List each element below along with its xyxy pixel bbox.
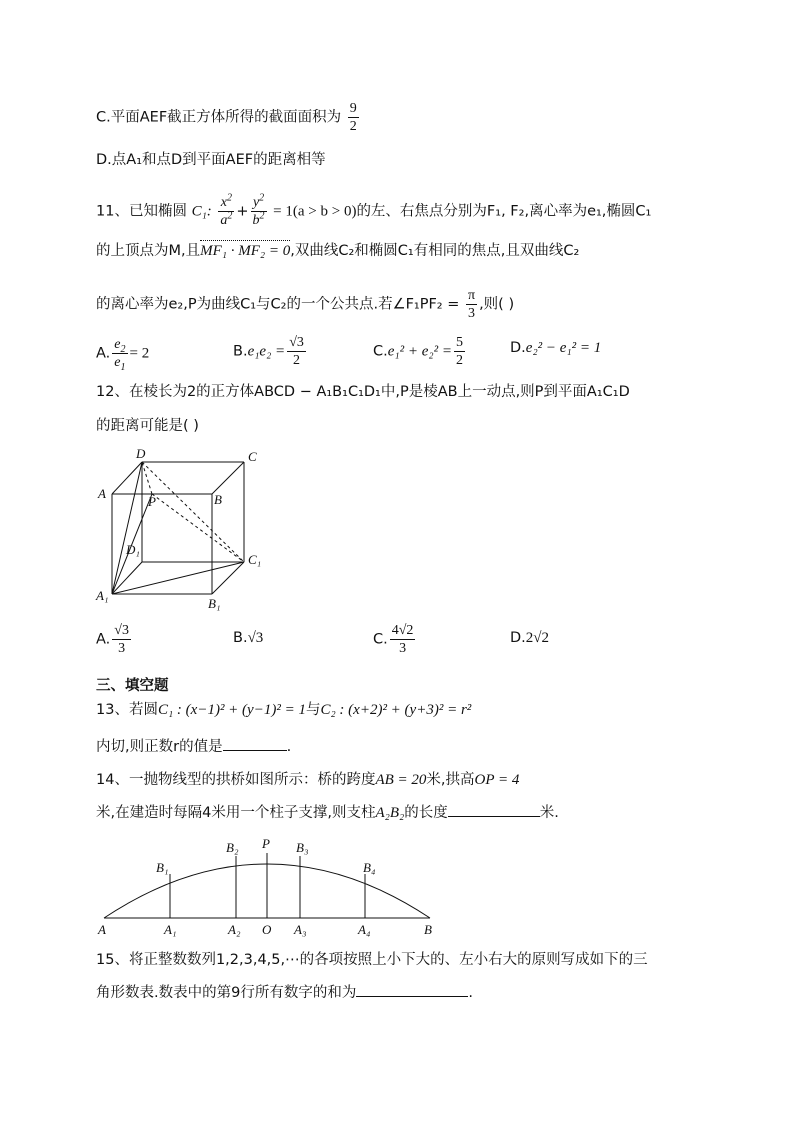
bridge-label-a4: A₄	[358, 922, 371, 937]
section-title: 三、填空题	[96, 678, 169, 694]
q11-option-b: B.e₁e₂ = $\frac{√3}{2}$	[233, 335, 304, 368]
bridge-label-b1: B₁	[156, 860, 169, 875]
q11-line-3: 的离心率为e₂,P为曲线C₁与C₂的一个公共点.若∠F₁PF₂ = $\frac{\pi}{3}$ ,则( )	[96, 288, 515, 321]
cube-label-a: A	[98, 486, 106, 501]
cube-label-c1: C₁	[248, 552, 262, 567]
answer-blank[interactable]	[448, 802, 540, 817]
q12-line-1: 12、在棱长为2的正方体ABCD − A₁B₁C₁D₁中,P是棱AB上一动点,则P到平面A₁C₁D	[96, 384, 630, 400]
cube-figure	[92, 444, 272, 614]
q12-line-2: 的距离可能是( )	[96, 418, 199, 434]
q12-option-d: D.2√2	[510, 630, 550, 646]
bridge-label-p: P	[262, 836, 270, 851]
q10-option-c: C.平面AEF截正方体所得的截面面积为 $\frac{9}{2}$	[96, 101, 357, 134]
q11-option-a: A. $\frac{e_2}{e_1}$ = 2	[96, 337, 150, 373]
cube-label-a1: A₁	[96, 588, 109, 603]
q12-option-b: B.√3	[233, 630, 264, 646]
cube-label-b: B	[214, 492, 222, 507]
bridge-label-a: A	[98, 922, 106, 937]
bridge-label-a3: A₃	[294, 922, 307, 937]
cube-label-c: C	[248, 449, 257, 464]
q13-line-1: 13、若圆C₁ : (x−1)² + (y−1)² = 1与C₂ : (x+2)² + (y+3)² = r²	[96, 702, 472, 718]
bridge-label-a1: A₁	[164, 922, 177, 937]
bridge-label-b: B	[424, 922, 432, 937]
answer-blank[interactable]	[356, 982, 468, 997]
q15-line-1: 15、将正整数数列1,2,3,4,5,⋯的各项按照上小下大的、左小右大的原则写成如下的三	[96, 952, 648, 968]
answer-blank[interactable]	[223, 736, 287, 751]
q12-option-c: C. $\frac{4√2}{3}$	[373, 623, 414, 656]
bridge-label-b3: B₃	[296, 840, 309, 855]
cube-label-d: D	[136, 446, 146, 461]
q11-line-2: 的上顶点为M,且MF₁ · MF₂ = 0,双曲线C₂和椭圆C₁有相同的焦点,且双曲线C₂	[96, 243, 580, 259]
q10-option-d: D.点A₁和点D到平面AEF的距离相等	[96, 152, 326, 168]
q15-line-2: 角形数表.数表中的第9行所有数字的和为 .	[96, 982, 473, 1003]
q11-option-c: C.e₁² + e₂² = $\frac{5}{2}$	[373, 335, 463, 368]
bridge-label-b4: B₄	[363, 860, 376, 875]
cube-label-d1: D₁	[126, 542, 140, 557]
bridge-label-o: O	[262, 922, 272, 937]
q14-line-2: 米,在建造时每隔4米用一个柱子支撑,则支柱A₂B₂的长度 米.	[96, 802, 559, 823]
fraction: $\frac{9}{2}$	[349, 101, 357, 134]
q12-option-a: A. $\frac{√3}{3}$	[96, 623, 129, 656]
q11-option-d: D.e₂² − e₁² = 1	[510, 340, 602, 356]
bridge-label-b2: B₂	[226, 840, 239, 855]
q14-line-1: 14、一抛物线型的拱桥如图所示：桥的跨度AB = 20米,拱高OP = 4	[96, 772, 520, 788]
bridge-label-a2: A₂	[228, 922, 241, 937]
q11-line-1: 11、已知椭圆 C₁: $\frac{x^2}{a^2}$ + $\frac{y^2}{b^2}$ = 1(a > b > 0)的左、右焦点分别为F₁, F₂,离心率为e₁,椭圆C₁	[96, 192, 652, 228]
q13-line-2: 内切,则正数r的值是 .	[96, 736, 291, 757]
cube-label-p: P	[148, 494, 156, 509]
cube-label-b1: B₁	[208, 596, 221, 611]
bridge-figure	[92, 834, 442, 944]
